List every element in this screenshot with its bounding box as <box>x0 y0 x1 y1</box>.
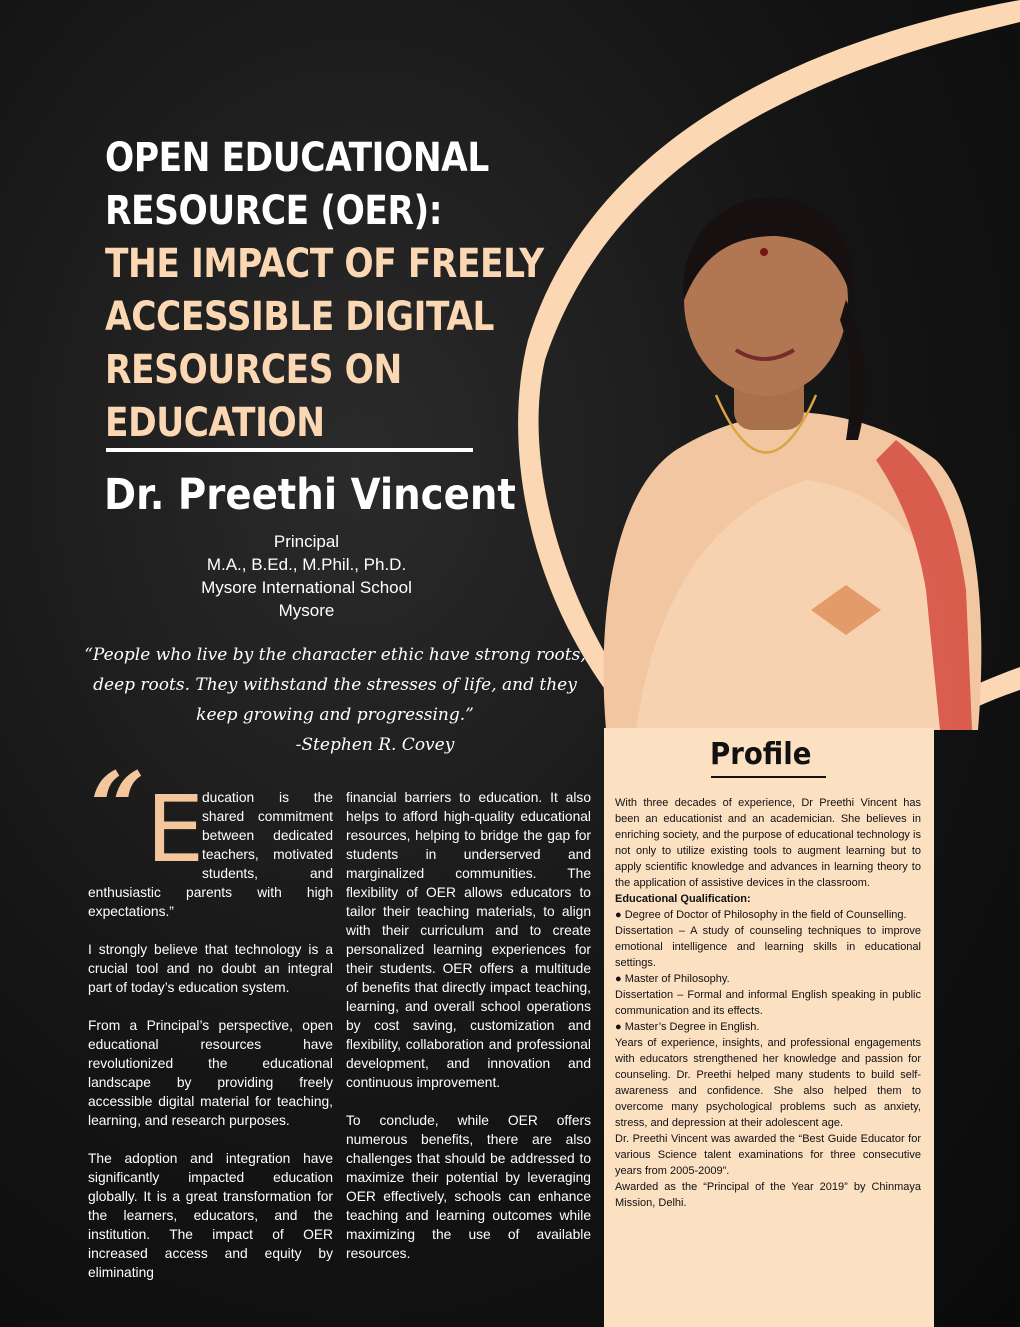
quote-line: “People who live by the character ethic have strong roots, <box>84 645 586 665</box>
pull-quote <box>80 640 590 760</box>
profile-award: Awarded as the “Principal of the Year 2019” by Chinmaya Mission, Delhi. <box>615 1181 921 1209</box>
title-line: RESOURCE (OER): <box>105 188 443 234</box>
title-divider <box>106 448 473 452</box>
quote-attribution: -Stephen R. Covey <box>295 735 455 755</box>
article-paragraph: From a Principal’s perspective, open educational resources have revolutionized the educational landscape by providing freely accessible digital material for teaching, learning, and research purposes. <box>88 1018 333 1128</box>
article-paragraph-text: ducation is the shared commitment between dedicated teachers, motivated students, and enthusiastic parents with high expectations.” <box>88 790 333 919</box>
profile-heading-underline <box>711 776 826 778</box>
author-name: Dr. Preethi Vincent <box>104 470 516 520</box>
article-column-2 <box>346 788 591 1282</box>
profile-heading: Profile <box>710 737 812 772</box>
profile-award: Dr. Preethi Vincent was awarded the “Best Guide Educator for various Science talent examinations for three consecutive years from 2005-2009”. <box>615 1133 921 1177</box>
author-role: Principal <box>273 532 340 551</box>
article-title <box>105 132 545 450</box>
open-quote-mark: “ <box>90 751 146 864</box>
author-degrees: M.A., B.Ed., M.Phil., Ph.D. <box>206 555 407 574</box>
qualification-item: ● Master’s Degree in English. <box>615 1021 760 1033</box>
title-line: THE IMPACT OF FREELY <box>105 241 544 287</box>
profile-intro: With three decades of experience, Dr Preethi Vincent has been an educationist and an academician. She believes in enriching society, and the purpose of educational technology is not only to utilize existing tools to augment learning but to apply scientific knowledge and advances in learning theory to the application of assistive devices in the classroom. <box>615 797 921 889</box>
qualification-dissertation: Dissertation – A study of counseling techniques to improve emotional intelligence and learning skills in educational settings. <box>615 925 921 969</box>
author-school: Mysore International School <box>201 578 412 597</box>
qualification-dissertation: Dissertation – Formal and informal English speaking in public communication and its effects. <box>615 989 921 1017</box>
article-paragraph: To conclude, while OER offers numerous benefits, there are also challenges that should be addressed to maximize their potential by leveraging OER effectively, schools can enhance teaching and learning outcomes while maximizing the use of available resources. <box>346 1113 591 1261</box>
article-paragraph: The adoption and integration have significantly impacted education globally. It is a great transformation for the learners, educators, and the institution. The impact of OER increased access and equity by eliminating <box>88 1151 333 1280</box>
article-paragraph <box>88 751 333 921</box>
quote-line: keep growing and progressing.” <box>196 705 474 725</box>
qualification-item: ● Master of Philosophy. <box>615 973 730 985</box>
title-line: ACCESSIBLE DIGITAL <box>105 294 495 340</box>
author-portrait <box>596 190 988 730</box>
article-paragraph: financial barriers to education. It also helps to afford high-quality educational resources, helping to bridge the gap for students in underserved and marginalized communities. The flexibility of OER allows educators to tailor their teaching materials, to align with their curriculum and to create personalized learning experiences for their students. OER offers a multitude of benefits that directly impact teaching, learning, and overall school operations by cost saving, customization and flexibility, collaboration and professional development, and innovation and continuous improvement. <box>346 790 591 1090</box>
profile-experience: Years of experience, insights, and professional engagements with educators strengthened her knowledge and passion for counseling. Dr. Preethi helped many students to build self-awareness and confidence. She also helped them to overcome many psychological problems such as anxiety, stress, and depression at their adolescent age. <box>615 1037 921 1129</box>
quote-line: deep roots. They withstand the stresses of life, and they <box>93 675 577 695</box>
qualification-item: ● Degree of Doctor of Philosophy in the field of Counselling. <box>615 909 907 921</box>
article-column-1 <box>88 751 333 1301</box>
dropcap-letter: E <box>146 776 205 883</box>
title-line: EDUCATION <box>105 400 325 446</box>
author-city: Mysore <box>278 601 335 620</box>
profile-text <box>615 795 921 1211</box>
title-line: RESOURCES ON <box>105 347 402 393</box>
dropcap <box>88 751 205 883</box>
qualification-heading: Educational Qualification: <box>615 893 751 905</box>
author-credentials <box>150 530 463 622</box>
title-line: OPEN EDUCATIONAL <box>105 135 489 181</box>
article-paragraph: I strongly believe that technology is a crucial tool and no doubt an integral part of today’s education system. <box>88 942 333 995</box>
